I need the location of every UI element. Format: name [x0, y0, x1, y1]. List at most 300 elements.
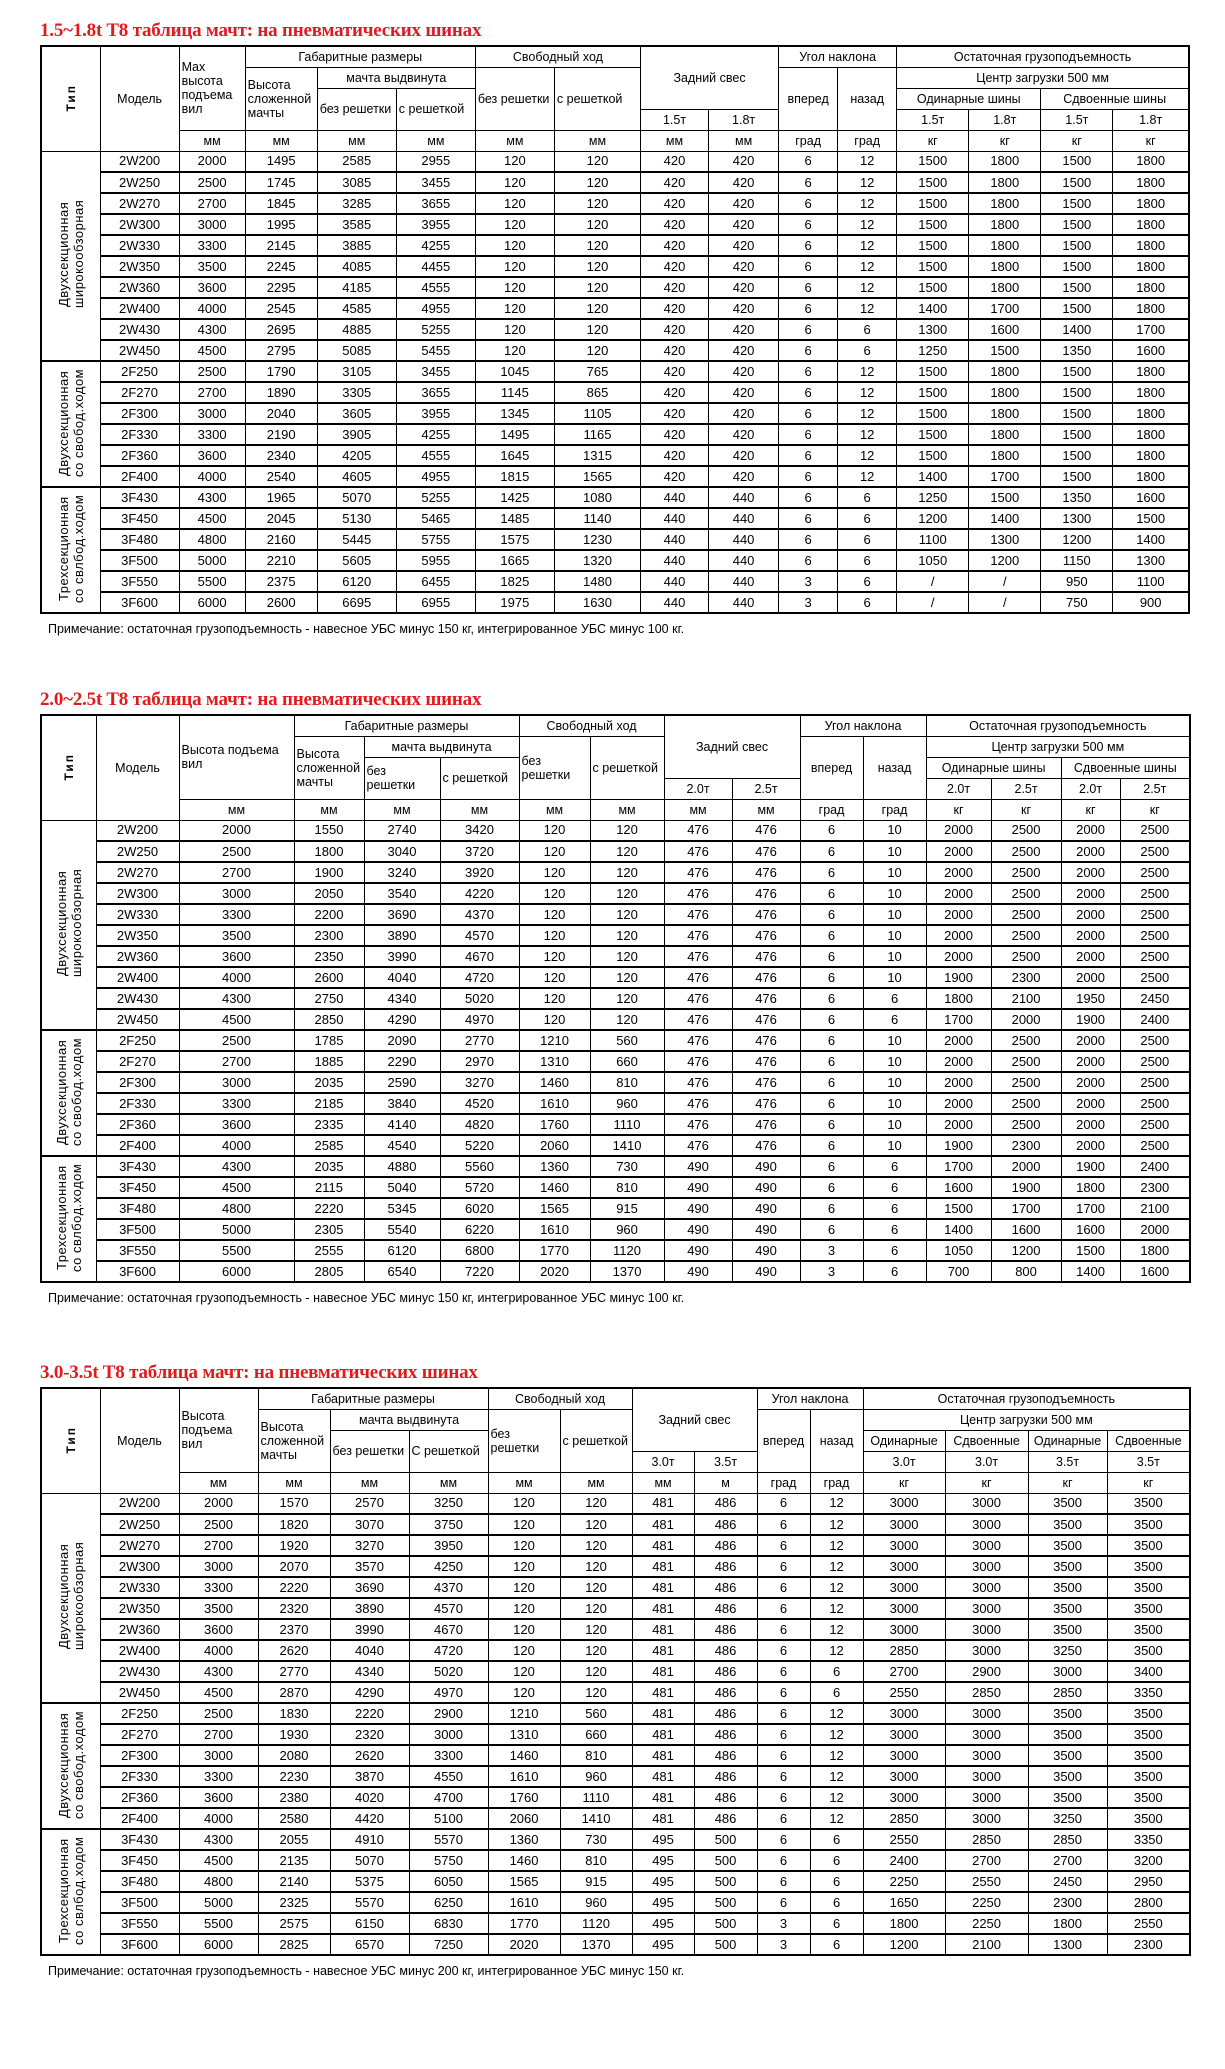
value-cell: 2500: [1120, 1114, 1190, 1135]
value-cell: 1410: [560, 1808, 632, 1829]
value-cell: 2850: [1028, 1829, 1107, 1850]
free-lift-no-guard-header: без решетки: [488, 1409, 560, 1472]
value-cell: 5020: [440, 988, 519, 1009]
value-cell: 2000: [926, 841, 991, 862]
value-cell: 6: [800, 988, 863, 1009]
value-cell: 1500: [897, 424, 969, 445]
value-cell: 440: [641, 592, 709, 613]
value-cell: 1320: [554, 550, 640, 571]
value-cell: 3000: [863, 1787, 945, 1808]
free-lift-header: Свободный ход: [488, 1388, 632, 1409]
value-cell: 2000: [926, 1072, 991, 1093]
value-cell: 495: [632, 1850, 694, 1871]
value-cell: 12: [810, 1619, 863, 1640]
value-cell: 2000: [926, 1114, 991, 1135]
value-cell: 6: [863, 1240, 926, 1261]
dims-with-guard-header: с решеткой: [396, 88, 475, 130]
value-cell: 3000: [863, 1703, 945, 1724]
dims-no-guard-header: без решетки: [317, 88, 396, 130]
value-cell: 6: [810, 1913, 863, 1934]
value-cell: 2000: [179, 820, 294, 841]
value-cell: 2000: [1061, 1072, 1120, 1093]
value-cell: 6: [800, 946, 863, 967]
mast-table: [40, 45, 1190, 614]
model-cell: 3F600: [96, 1261, 179, 1282]
folded-height-header: Высота сложенной мачты: [245, 67, 317, 130]
folded-height-header: Высота сложенной мачты: [294, 736, 364, 799]
model-cell: 2W360: [96, 946, 179, 967]
value-cell: 1370: [590, 1261, 664, 1282]
value-cell: 2115: [294, 1177, 364, 1198]
model-cell: 2W250: [96, 841, 179, 862]
value-cell: 120: [519, 946, 590, 967]
value-cell: 4700: [409, 1787, 488, 1808]
value-cell: 420: [709, 445, 779, 466]
value-cell: 7250: [409, 1934, 488, 1955]
value-cell: 3500: [1107, 1514, 1190, 1535]
value-cell: 2850: [863, 1640, 945, 1661]
value-cell: 5130: [317, 508, 396, 529]
value-cell: 1800: [1113, 382, 1189, 403]
value-cell: 1500: [1041, 172, 1113, 193]
value-cell: 1350: [1041, 340, 1113, 361]
capacity-subheader: 1.5т: [1041, 109, 1113, 130]
value-cell: 420: [641, 151, 709, 172]
value-cell: 2850: [945, 1829, 1028, 1850]
value-cell: 1360: [488, 1829, 560, 1850]
value-cell: 5750: [409, 1850, 488, 1871]
value-cell: 2500: [179, 172, 245, 193]
value-cell: 5540: [364, 1219, 440, 1240]
value-cell: 560: [590, 1030, 664, 1051]
value-cell: 5375: [330, 1871, 409, 1892]
value-cell: 2555: [294, 1240, 364, 1261]
value-cell: 486: [694, 1808, 757, 1829]
model-cell: 2F330: [100, 1766, 179, 1787]
value-cell: 1105: [554, 403, 640, 424]
value-cell: 3500: [1028, 1577, 1107, 1598]
value-cell: 120: [554, 319, 640, 340]
value-cell: 3000: [179, 403, 245, 424]
value-cell: 2350: [294, 946, 364, 967]
value-cell: 1820: [258, 1514, 330, 1535]
value-cell: 2500: [991, 820, 1061, 841]
value-cell: 2970: [440, 1051, 519, 1072]
table-row: [41, 883, 1190, 904]
model-cell: 3F550: [96, 1240, 179, 1261]
value-cell: 490: [664, 1240, 732, 1261]
table-row: [41, 946, 1190, 967]
model-cell: 2F270: [100, 1724, 179, 1745]
mast-type-label: Двухсекционная со свобод.ходом: [55, 368, 86, 477]
value-cell: 6000: [179, 1934, 258, 1955]
model-cell: 2W200: [100, 1493, 179, 1514]
table-row: [41, 1030, 1190, 1051]
rear-capacity-subheader: 1.8т: [709, 109, 779, 130]
unit-cell: мм: [641, 130, 709, 151]
value-cell: 3655: [396, 193, 475, 214]
value-cell: 1500: [1041, 151, 1113, 172]
value-cell: 420: [709, 424, 779, 445]
value-cell: 420: [709, 382, 779, 403]
value-cell: 476: [732, 1135, 800, 1156]
value-cell: 420: [641, 340, 709, 361]
value-cell: 2600: [294, 967, 364, 988]
value-cell: 3000: [945, 1808, 1028, 1829]
value-cell: 6: [757, 1514, 810, 1535]
value-cell: 2550: [863, 1829, 945, 1850]
value-cell: 2000: [179, 151, 245, 172]
value-cell: 6: [779, 445, 838, 466]
value-cell: 2300: [991, 1135, 1061, 1156]
value-cell: 1770: [488, 1913, 560, 1934]
value-cell: 3: [800, 1240, 863, 1261]
value-cell: 3585: [317, 214, 396, 235]
value-cell: 3300: [179, 235, 245, 256]
value-cell: 2000: [926, 1093, 991, 1114]
unit-cell: кг: [991, 799, 1061, 820]
value-cell: 660: [590, 1051, 664, 1072]
value-cell: 420: [641, 172, 709, 193]
value-cell: 12: [810, 1577, 863, 1598]
value-cell: 6: [838, 550, 897, 571]
value-cell: 2250: [863, 1871, 945, 1892]
value-cell: 120: [475, 277, 554, 298]
value-cell: 4205: [317, 445, 396, 466]
value-cell: 2500: [991, 904, 1061, 925]
tilt-backward-header: назад: [863, 736, 926, 799]
value-cell: 4910: [330, 1829, 409, 1850]
table-row: [41, 1177, 1190, 1198]
model-cell: 3F430: [100, 1829, 179, 1850]
value-cell: 1800: [294, 841, 364, 862]
value-cell: 1800: [969, 214, 1041, 235]
value-cell: 1565: [488, 1871, 560, 1892]
value-cell: 3000: [863, 1724, 945, 1745]
value-cell: 1800: [1113, 172, 1189, 193]
value-cell: 4040: [364, 967, 440, 988]
unit-cell: кг: [863, 1472, 945, 1493]
value-cell: 490: [732, 1177, 800, 1198]
value-cell: 2620: [258, 1640, 330, 1661]
value-cell: 3000: [945, 1745, 1028, 1766]
capacity-subheader: 3.5т: [1107, 1451, 1190, 1472]
value-cell: 2500: [1120, 820, 1190, 841]
unit-cell: град: [800, 799, 863, 820]
value-cell: 120: [560, 1661, 632, 1682]
value-cell: 476: [732, 967, 800, 988]
value-cell: 4000: [179, 967, 294, 988]
value-cell: 486: [694, 1493, 757, 1514]
tilt-forward-header: вперед: [800, 736, 863, 799]
value-cell: 12: [838, 151, 897, 172]
value-cell: 10: [863, 1051, 926, 1072]
value-cell: 2805: [294, 1261, 364, 1282]
value-cell: 1500: [1041, 361, 1113, 382]
value-cell: 476: [732, 883, 800, 904]
value-cell: 486: [694, 1640, 757, 1661]
value-cell: 440: [709, 550, 779, 571]
load-center-header: Центр загрузки 500 мм: [863, 1409, 1190, 1430]
value-cell: 3000: [863, 1745, 945, 1766]
table-row: [41, 1009, 1190, 1030]
value-cell: 1200: [863, 1934, 945, 1955]
mast-type-label: Трехсекционная со свлбод.ходом: [55, 1836, 86, 1945]
value-cell: 960: [590, 1093, 664, 1114]
value-cell: 6: [838, 529, 897, 550]
value-cell: 120: [488, 1514, 560, 1535]
value-cell: 1565: [519, 1198, 590, 1219]
value-cell: 1800: [1113, 214, 1189, 235]
value-cell: 120: [590, 904, 664, 925]
value-cell: 2375: [245, 571, 317, 592]
value-cell: 6: [779, 214, 838, 235]
unit-cell: мм: [330, 1472, 409, 1493]
value-cell: 6: [757, 1745, 810, 1766]
value-cell: 3105: [317, 361, 396, 382]
mast-type-group-label: [41, 1030, 96, 1156]
model-cell: 2W430: [100, 319, 179, 340]
unit-cell: мм: [488, 1472, 560, 1493]
table-note: Примечание: остаточная грузоподъемность - навесное УБС минус 150 кг, интегрированное УБС минус 100 кг.: [48, 1291, 685, 1305]
value-cell: 3500: [1028, 1556, 1107, 1577]
model-cell: 3F500: [96, 1219, 179, 1240]
value-cell: 5455: [396, 340, 475, 361]
value-cell: 490: [732, 1219, 800, 1240]
value-cell: 3300: [179, 424, 245, 445]
table-row: [41, 214, 1189, 235]
value-cell: 2825: [258, 1934, 330, 1955]
unit-cell: град: [779, 130, 838, 151]
table-row: [41, 1892, 1190, 1913]
value-cell: 481: [632, 1787, 694, 1808]
value-cell: 1045: [475, 361, 554, 382]
value-cell: 476: [664, 862, 732, 883]
value-cell: 120: [519, 862, 590, 883]
value-cell: 3305: [317, 382, 396, 403]
value-cell: 120: [475, 151, 554, 172]
value-cell: 120: [519, 1009, 590, 1030]
value-cell: 3350: [1107, 1682, 1190, 1703]
value-cell: 6: [757, 1724, 810, 1745]
value-cell: 2380: [258, 1787, 330, 1808]
value-cell: 1500: [897, 256, 969, 277]
value-cell: 3300: [409, 1745, 488, 1766]
value-cell: 2090: [364, 1030, 440, 1051]
value-cell: 5220: [440, 1135, 519, 1156]
value-cell: 500: [694, 1913, 757, 1934]
model-cell: 2F300: [100, 1745, 179, 1766]
value-cell: 6: [779, 193, 838, 214]
value-cell: 3500: [1028, 1703, 1107, 1724]
value-cell: 3000: [179, 883, 294, 904]
value-cell: 1950: [1061, 988, 1120, 1009]
value-cell: 120: [488, 1640, 560, 1661]
value-cell: 476: [664, 1093, 732, 1114]
value-cell: 2140: [258, 1871, 330, 1892]
value-cell: 10: [863, 1093, 926, 1114]
table-row: [41, 1198, 1190, 1219]
value-cell: 476: [732, 1051, 800, 1072]
model-cell: 2W350: [100, 256, 179, 277]
value-cell: 476: [664, 841, 732, 862]
value-cell: 120: [488, 1682, 560, 1703]
value-cell: 3300: [179, 1577, 258, 1598]
value-cell: 6: [779, 172, 838, 193]
table-row: [41, 1240, 1190, 1261]
value-cell: 1745: [245, 172, 317, 193]
value-cell: 3905: [317, 424, 396, 445]
value-cell: 2000: [926, 862, 991, 883]
table-row: [41, 1261, 1190, 1282]
value-cell: 1120: [560, 1913, 632, 1934]
table-row: [41, 1051, 1190, 1072]
model-cell: 2W300: [96, 883, 179, 904]
value-cell: 1800: [969, 193, 1041, 214]
table-row: [41, 571, 1189, 592]
value-cell: 1800: [1113, 277, 1189, 298]
value-cell: 6: [800, 841, 863, 862]
value-cell: 4800: [179, 1198, 294, 1219]
value-cell: 120: [475, 214, 554, 235]
value-cell: /: [897, 571, 969, 592]
table-row: [41, 529, 1189, 550]
value-cell: 3000: [863, 1619, 945, 1640]
value-cell: 120: [519, 904, 590, 925]
value-cell: 2400: [1120, 1156, 1190, 1177]
value-cell: 1800: [1113, 424, 1189, 445]
value-cell: 120: [488, 1577, 560, 1598]
value-cell: 765: [554, 361, 640, 382]
table-row: [41, 967, 1190, 988]
unit-cell: мм: [590, 799, 664, 820]
value-cell: 1480: [554, 571, 640, 592]
value-cell: 6: [779, 508, 838, 529]
mast-table: [40, 714, 1191, 1283]
value-cell: 1700: [969, 466, 1041, 487]
value-cell: 5500: [179, 1913, 258, 1934]
value-cell: 3085: [317, 172, 396, 193]
value-cell: 120: [560, 1514, 632, 1535]
value-cell: 440: [709, 571, 779, 592]
value-cell: 3285: [317, 193, 396, 214]
tire-type-header: Одинарные: [1028, 1430, 1107, 1451]
value-cell: 476: [732, 1114, 800, 1135]
value-cell: 420: [709, 340, 779, 361]
value-cell: 2500: [991, 862, 1061, 883]
value-cell: 1800: [1113, 256, 1189, 277]
value-cell: 4300: [179, 487, 245, 508]
value-cell: 4340: [364, 988, 440, 1009]
value-cell: 120: [590, 883, 664, 904]
value-cell: 2770: [258, 1661, 330, 1682]
value-cell: 1785: [294, 1030, 364, 1051]
value-cell: 3600: [179, 445, 245, 466]
value-cell: 2400: [1120, 1009, 1190, 1030]
value-cell: 120: [554, 256, 640, 277]
value-cell: 12: [810, 1514, 863, 1535]
value-cell: 6: [800, 1009, 863, 1030]
value-cell: 1890: [245, 382, 317, 403]
value-cell: 1500: [1041, 466, 1113, 487]
load-center-header: Центр загрузки 500 мм: [926, 736, 1190, 757]
value-cell: 3655: [396, 382, 475, 403]
table-row: [41, 1787, 1190, 1808]
unit-cell: кг: [1120, 799, 1190, 820]
value-cell: 3500: [1107, 1745, 1190, 1766]
value-cell: 3500: [1028, 1493, 1107, 1514]
unit-cell: кг: [1041, 130, 1113, 151]
value-cell: 2000: [926, 1051, 991, 1072]
value-cell: 2500: [991, 1051, 1061, 1072]
value-cell: 2500: [991, 1030, 1061, 1051]
unit-cell: град: [810, 1472, 863, 1493]
value-cell: 12: [838, 214, 897, 235]
value-cell: 7220: [440, 1261, 519, 1282]
value-cell: 1700: [1113, 319, 1189, 340]
table-row: [41, 151, 1189, 172]
unit-cell: мм: [294, 799, 364, 820]
mast-type-label: Двухсекционная со свобод.ходом: [53, 1037, 84, 1146]
value-cell: 490: [664, 1156, 732, 1177]
value-cell: 960: [590, 1219, 664, 1240]
value-cell: 120: [475, 298, 554, 319]
value-cell: 3: [779, 571, 838, 592]
value-cell: 2220: [294, 1198, 364, 1219]
value-cell: 2190: [245, 424, 317, 445]
value-cell: 12: [838, 424, 897, 445]
value-cell: 4500: [179, 1009, 294, 1030]
free-lift-no-guard-header: без решетки: [475, 67, 554, 130]
value-cell: 476: [732, 841, 800, 862]
free-lift-with-guard-header: с решеткой: [590, 736, 664, 799]
unit-cell: мм: [519, 799, 590, 820]
value-cell: 2200: [294, 904, 364, 925]
value-cell: 6: [810, 1829, 863, 1850]
value-cell: 1825: [475, 571, 554, 592]
value-cell: 4605: [317, 466, 396, 487]
value-cell: 1800: [969, 151, 1041, 172]
model-cell: 2F360: [100, 445, 179, 466]
table-row: [41, 1156, 1190, 1177]
value-cell: 1800: [969, 424, 1041, 445]
value-cell: 4670: [440, 946, 519, 967]
value-cell: 2210: [245, 550, 317, 571]
value-cell: 120: [554, 277, 640, 298]
table-row: [41, 1724, 1190, 1745]
value-cell: 481: [632, 1640, 694, 1661]
table-row: [41, 925, 1190, 946]
value-cell: 476: [732, 946, 800, 967]
model-cell: 2F330: [100, 424, 179, 445]
model-cell: 2W250: [100, 172, 179, 193]
value-cell: 4300: [179, 319, 245, 340]
value-cell: 2035: [294, 1156, 364, 1177]
value-cell: 476: [732, 1072, 800, 1093]
extended-mast-header: мачта выдвинута: [330, 1409, 488, 1430]
value-cell: 5445: [317, 529, 396, 550]
value-cell: 1800: [1113, 445, 1189, 466]
value-cell: 2000: [179, 1493, 258, 1514]
value-cell: 486: [694, 1766, 757, 1787]
value-cell: 1700: [1061, 1198, 1120, 1219]
value-cell: 750: [1041, 592, 1113, 613]
value-cell: 3500: [1028, 1598, 1107, 1619]
value-cell: 4300: [179, 1829, 258, 1850]
value-cell: 10: [863, 967, 926, 988]
value-cell: 2695: [245, 319, 317, 340]
model-cell: 2W400: [100, 1640, 179, 1661]
